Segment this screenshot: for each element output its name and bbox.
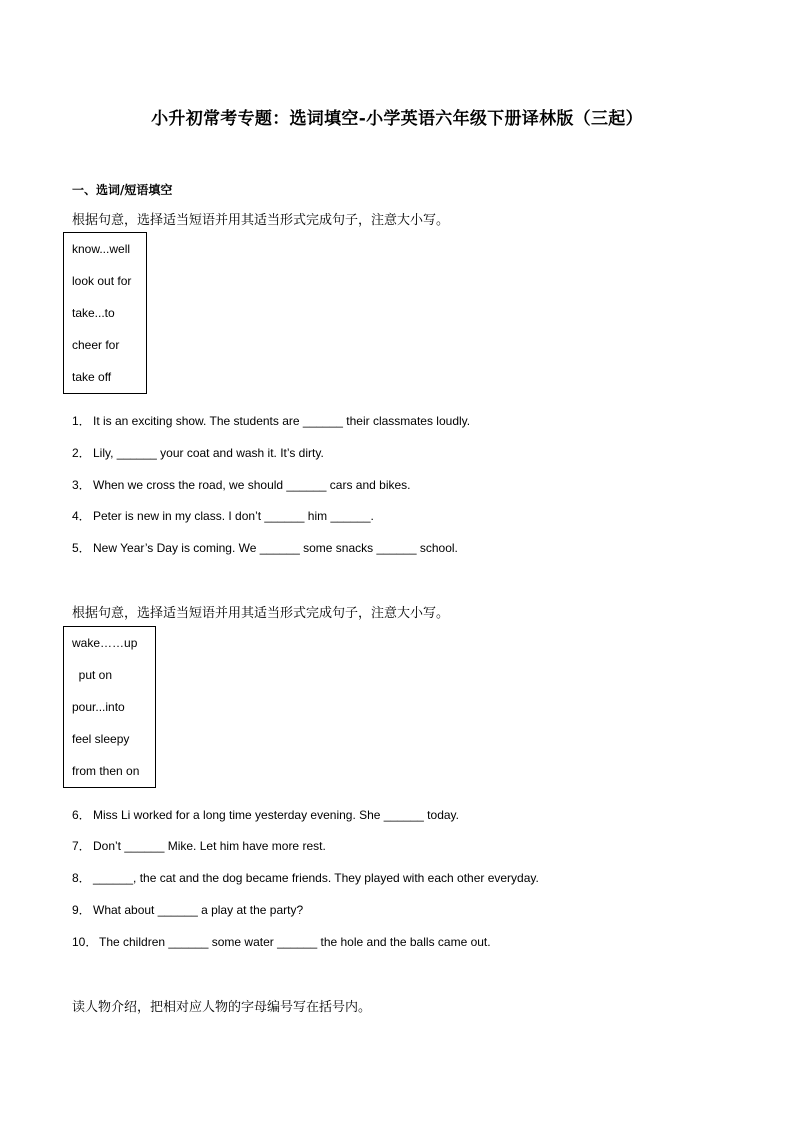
question-number: 5． <box>72 541 91 555</box>
question-text: New Year’s Day is coming. We ______ some snacks ______ school. <box>93 541 458 555</box>
instruction-group-2: 根据句意，选择适当短语并用其适当形式完成句子，注意大小写。 <box>72 606 450 621</box>
question-number: 8． <box>72 871 91 885</box>
question-text: Peter is new in my class. I don’t ______ him ______. <box>93 509 374 523</box>
question <box>72 837 326 854</box>
question <box>72 444 324 461</box>
question-text: Miss Li worked for a long time yesterday evening. She ______ today. <box>93 808 459 822</box>
word-option: feel sleepy <box>72 732 130 746</box>
word-option: cheer for <box>72 338 120 352</box>
question-number: 6． <box>72 808 91 822</box>
question <box>72 539 458 556</box>
question <box>72 901 303 918</box>
word-option: take...to <box>72 306 115 320</box>
word-option: pour...into <box>72 700 125 714</box>
question <box>72 476 411 493</box>
word-option: take off <box>72 370 112 384</box>
question-text: The children ______ some water ______ the hole and the balls came out. <box>99 935 491 949</box>
word-box-group-1 <box>63 232 147 394</box>
question <box>72 507 374 524</box>
word-option: know...well <box>72 242 131 256</box>
question <box>72 412 470 429</box>
question-number: 3． <box>72 478 91 492</box>
question-number: 1． <box>72 414 91 428</box>
page-title: 小升初常考专题：选词填空-小学英语六年级下册译林版（三起） <box>151 109 643 129</box>
question <box>72 806 459 823</box>
word-option: from then on <box>72 764 140 778</box>
question-number: 4． <box>72 509 91 523</box>
instruction-section-2: 读人物介绍，把相对应人物的字母编号写在括号内。 <box>72 1000 372 1015</box>
question-text: Lily, ______ your coat and wash it. It’s dirty. <box>93 446 324 460</box>
question-number: 9． <box>72 903 91 917</box>
question-number: 7． <box>72 839 91 853</box>
question-number: 10． <box>72 935 98 949</box>
word-box-group-2 <box>63 626 156 788</box>
question-text: When we cross the road, we should ______ cars and bikes. <box>93 478 411 492</box>
question-number: 2． <box>72 446 91 460</box>
question <box>72 869 539 886</box>
word-option: look out for <box>72 274 132 288</box>
question <box>72 933 491 950</box>
section-heading: 一、选词/短语填空 <box>72 183 173 197</box>
question-text: What about ______ a play at the party? <box>93 903 304 917</box>
question-text: ______, the cat and the dog became friends. They played with each other everyday. <box>93 871 539 885</box>
question-text: Don’t ______ Mike. Let him have more rest. <box>93 839 326 853</box>
word-option: put on <box>72 668 113 682</box>
instruction-group-1: 根据句意，选择适当短语并用其适当形式完成句子，注意大小写。 <box>72 213 450 228</box>
word-option: wake……up <box>72 636 138 650</box>
question-text: It is an exciting show. The students are ______ their classmates loudly. <box>93 414 471 428</box>
